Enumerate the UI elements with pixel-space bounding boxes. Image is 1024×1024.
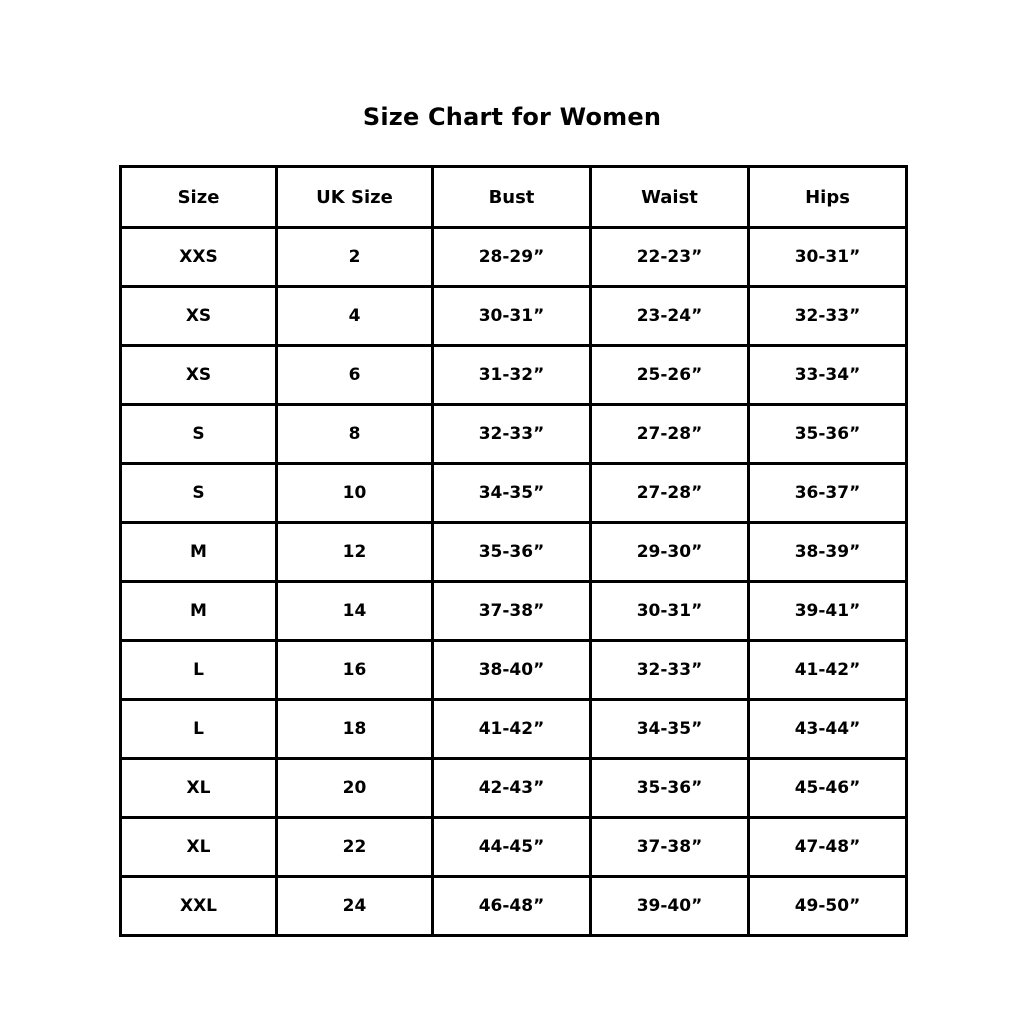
cell-waist: 25-26” <box>591 346 749 405</box>
cell-size: L <box>121 641 277 700</box>
cell-waist: 22-23” <box>591 228 749 287</box>
table-header-row <box>121 167 907 228</box>
size-chart-table-wrap <box>119 165 905 937</box>
table-row <box>121 582 907 641</box>
cell-bust: 34-35” <box>433 464 591 523</box>
cell-uk-size: 2 <box>277 228 433 287</box>
cell-uk-size: 10 <box>277 464 433 523</box>
table-row <box>121 759 907 818</box>
cell-bust: 35-36” <box>433 523 591 582</box>
cell-hips: 38-39” <box>749 523 907 582</box>
table-row <box>121 641 907 700</box>
cell-waist: 27-28” <box>591 405 749 464</box>
column-header-size: Size <box>121 167 277 228</box>
cell-size: XL <box>121 818 277 877</box>
cell-waist: 23-24” <box>591 287 749 346</box>
cell-bust: 31-32” <box>433 346 591 405</box>
cell-size: XS <box>121 287 277 346</box>
cell-hips: 49-50” <box>749 877 907 936</box>
table-row <box>121 818 907 877</box>
cell-hips: 39-41” <box>749 582 907 641</box>
cell-waist: 39-40” <box>591 877 749 936</box>
table-body <box>121 228 907 936</box>
cell-bust: 42-43” <box>433 759 591 818</box>
cell-hips: 47-48” <box>749 818 907 877</box>
cell-size: M <box>121 523 277 582</box>
cell-waist: 35-36” <box>591 759 749 818</box>
cell-uk-size: 16 <box>277 641 433 700</box>
cell-size: S <box>121 464 277 523</box>
cell-uk-size: 24 <box>277 877 433 936</box>
cell-size: XXL <box>121 877 277 936</box>
cell-uk-size: 12 <box>277 523 433 582</box>
cell-hips: 32-33” <box>749 287 907 346</box>
cell-hips: 30-31” <box>749 228 907 287</box>
table-row <box>121 405 907 464</box>
cell-bust: 30-31” <box>433 287 591 346</box>
table-row <box>121 228 907 287</box>
cell-bust: 37-38” <box>433 582 591 641</box>
cell-size: M <box>121 582 277 641</box>
cell-size: XL <box>121 759 277 818</box>
table-row <box>121 464 907 523</box>
cell-bust: 44-45” <box>433 818 591 877</box>
cell-uk-size: 22 <box>277 818 433 877</box>
table-row <box>121 877 907 936</box>
cell-size: XS <box>121 346 277 405</box>
cell-size: XXS <box>121 228 277 287</box>
cell-bust: 46-48” <box>433 877 591 936</box>
cell-bust: 32-33” <box>433 405 591 464</box>
cell-bust: 38-40” <box>433 641 591 700</box>
column-header-bust: Bust <box>433 167 591 228</box>
cell-size: L <box>121 700 277 759</box>
cell-bust: 28-29” <box>433 228 591 287</box>
cell-hips: 43-44” <box>749 700 907 759</box>
table-row <box>121 700 907 759</box>
cell-uk-size: 14 <box>277 582 433 641</box>
cell-waist: 34-35” <box>591 700 749 759</box>
cell-uk-size: 18 <box>277 700 433 759</box>
page-title: Size Chart for Women <box>362 103 662 131</box>
cell-waist: 29-30” <box>591 523 749 582</box>
table-header <box>121 167 907 228</box>
column-header-waist: Waist <box>591 167 749 228</box>
size-chart-table <box>119 165 908 937</box>
column-header-hips: Hips <box>749 167 907 228</box>
cell-uk-size: 20 <box>277 759 433 818</box>
cell-hips: 33-34” <box>749 346 907 405</box>
cell-hips: 35-36” <box>749 405 907 464</box>
table-row <box>121 523 907 582</box>
table-row <box>121 287 907 346</box>
cell-uk-size: 6 <box>277 346 433 405</box>
cell-waist: 32-33” <box>591 641 749 700</box>
table-row <box>121 346 907 405</box>
cell-bust: 41-42” <box>433 700 591 759</box>
cell-uk-size: 8 <box>277 405 433 464</box>
cell-hips: 41-42” <box>749 641 907 700</box>
column-header-uk-size: UK Size <box>277 167 433 228</box>
cell-waist: 37-38” <box>591 818 749 877</box>
cell-hips: 36-37” <box>749 464 907 523</box>
cell-uk-size: 4 <box>277 287 433 346</box>
cell-waist: 27-28” <box>591 464 749 523</box>
cell-size: S <box>121 405 277 464</box>
cell-hips: 45-46” <box>749 759 907 818</box>
cell-waist: 30-31” <box>591 582 749 641</box>
